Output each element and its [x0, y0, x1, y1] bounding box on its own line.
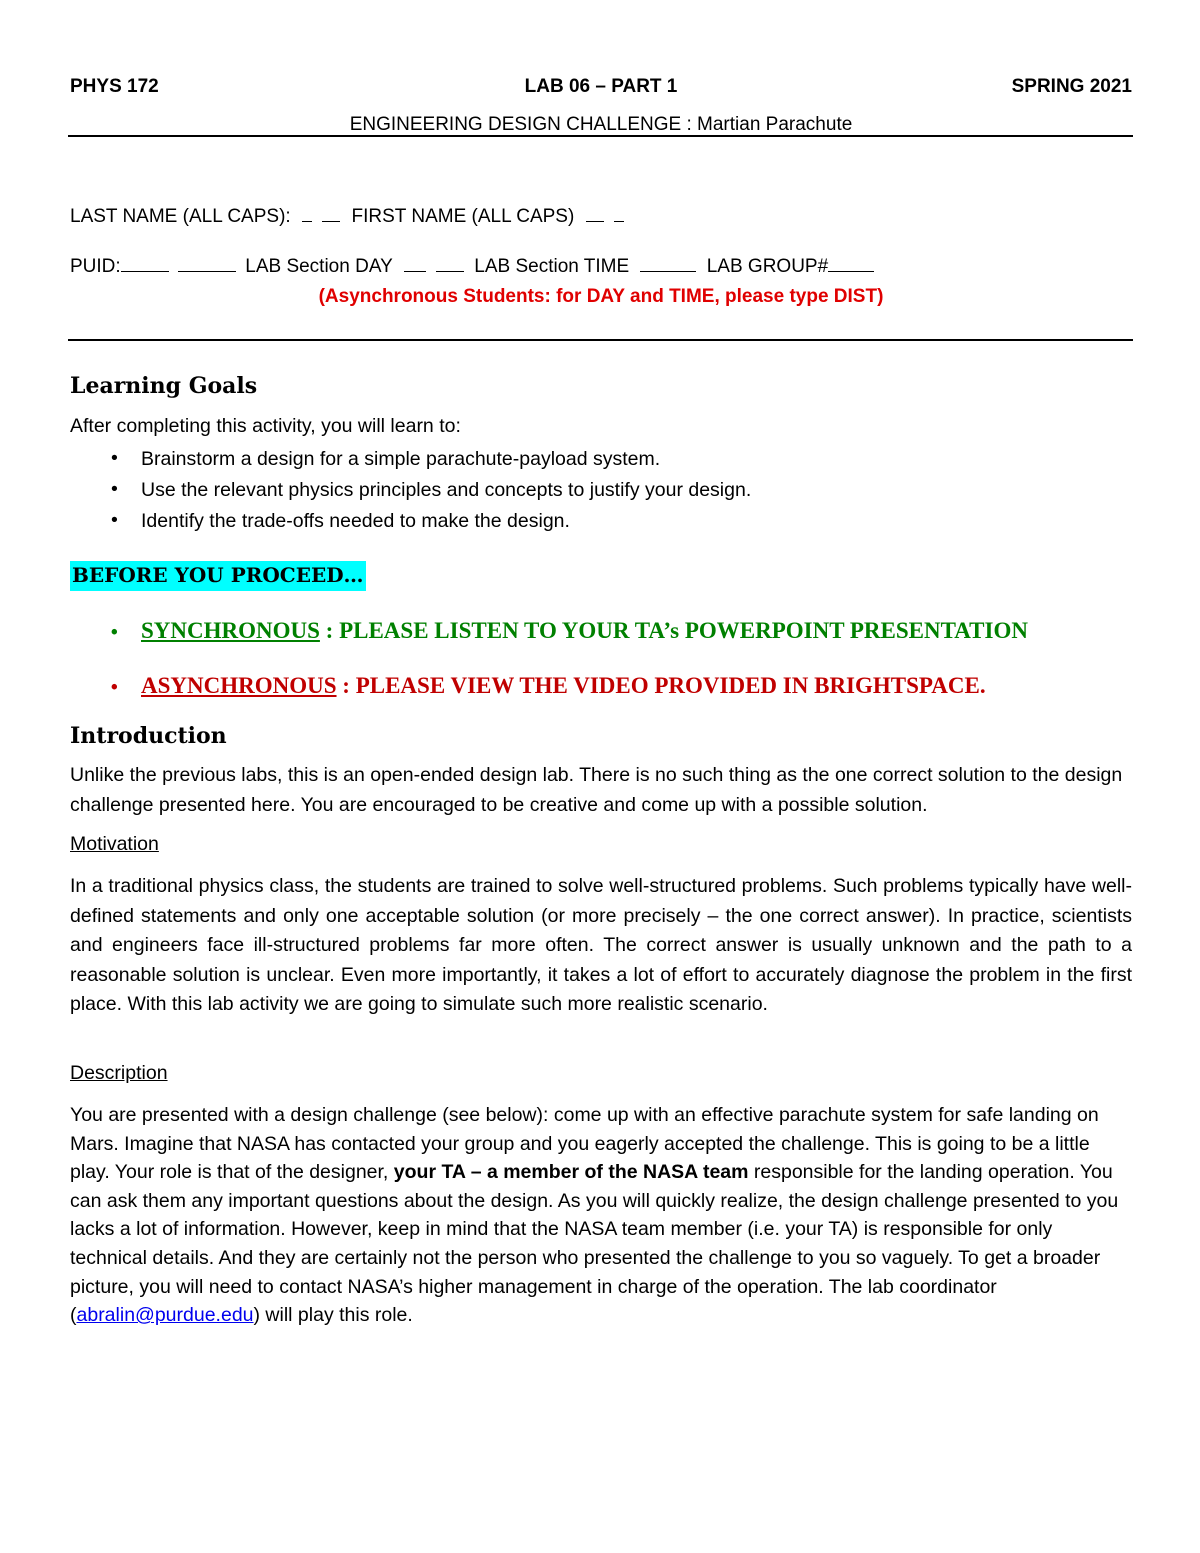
motivation-heading: Motivation — [70, 833, 159, 855]
section-time-label: LAB Section TIME — [474, 256, 630, 277]
before-you-proceed-banner: BEFORE YOU PROCEED… — [70, 561, 366, 591]
puid-label: PUID: — [70, 256, 121, 277]
first-name-label: FIRST NAME (ALL CAPS) — [351, 206, 575, 227]
page-header — [70, 76, 1132, 100]
bullet-icon: • — [111, 622, 118, 643]
introduction-heading: Introduction — [70, 723, 227, 749]
description-text-b: responsible for the landing operation. You can ask them any important questions about the design. As you will quickly realize, the design challenge presented to you lacks a lot of information. However, keep in mind that the NASA team member (i.e. your TA) is responsible for only technical details. And they are certainly not the person who presented the challenge to you so vaguely. To get a broader picture, you will need to contact NASA’s higher management in charge of the operation. The lab coordinator ( — [70, 1161, 1119, 1327]
term: SPRING 2021 — [1011, 76, 1132, 97]
description-text-a: You are presented with a design challenge (see below): come up with an effective parachute system for safe landing on Mars. Imagine that NASA has contacted your group and you eagerly accepted the challenge. This is going to be a little play. Your role is that of the designer, — [70, 1104, 1099, 1184]
first-name-field-2[interactable] — [614, 206, 624, 222]
last-name-field[interactable] — [302, 206, 312, 222]
async-note: (Asynchronous Students: for DAY and TIME, please type DIST) — [318, 286, 884, 307]
motivation-text: In a traditional physics class, the students are trained to solve well-structured problems. Such problems typically have well-defined statements and only one acceptable solution (or more precisely – the one correct answer). In practice, scientists and engineers face ill-structured problems far more often. The correct answer is usually unknown and the path to a reasonable solution is unclear. Even more importantly, it takes a lot of effort to accurately diagnose the problem in the first place. With this lab activity we are going to simulate such more realistic scenario. — [70, 875, 1132, 1015]
lab-title: LAB 06 – PART 1 — [524, 76, 678, 97]
learning-goals-list — [70, 448, 751, 541]
bullet-icon: • — [111, 447, 118, 469]
asynchronous-label: ASYNCHRONOUS — [141, 673, 337, 698]
description-text-c: ) will play this role. — [253, 1304, 413, 1327]
puid-field-2[interactable] — [178, 256, 236, 272]
synchronous-text: : PLEASE LISTEN TO YOUR TA’s POWERPOINT PRESENTATION — [319, 618, 1028, 643]
list-item-text: Use the relevant physics principles and concepts to justify your design. — [141, 479, 752, 501]
asynchronous-text: : PLEASE VIEW THE VIDEO PROVIDED IN BRIGHTSPACE. — [336, 673, 986, 698]
description-heading: Description — [70, 1062, 168, 1084]
synchronous-instruction — [70, 618, 1028, 644]
document-subtitle: ENGINEERING DESIGN CHALLENGE : Martian Parachute — [349, 114, 853, 135]
section-day-field[interactable] — [404, 256, 426, 272]
section-day-field-2[interactable] — [436, 256, 464, 272]
list-item — [70, 479, 751, 510]
bullet-icon: • — [111, 478, 118, 500]
list-item — [70, 510, 751, 541]
section-time-field[interactable] — [640, 256, 696, 272]
bullet-icon: • — [111, 509, 118, 531]
section-day-label: LAB Section DAY — [245, 256, 393, 277]
lab-group-field[interactable] — [828, 256, 874, 272]
list-item-text: Brainstorm a design for a simple parachute-payload system. — [141, 448, 661, 470]
puid-field[interactable] — [121, 256, 169, 272]
section-line — [70, 256, 874, 278]
ta-role-emphasis: your TA – a member of the NASA team — [393, 1161, 749, 1184]
last-name-label: LAST NAME (ALL CAPS): — [70, 206, 291, 227]
name-line — [70, 206, 624, 228]
lab-group-label: LAB GROUP# — [706, 256, 829, 277]
coordinator-email-link[interactable]: abralin@purdue.edu — [76, 1304, 254, 1327]
learning-goals-heading: Learning Goals — [70, 373, 258, 399]
bullet-icon: • — [111, 677, 118, 698]
form-rule — [68, 339, 1133, 341]
introduction-text: Unlike the previous labs, this is an open-ended design lab. There is no such thing as the one correct solution to the design challenge presented here. You are encouraged to be creative and come up with a possible solution. — [70, 764, 1123, 816]
last-name-field-2[interactable] — [322, 206, 340, 222]
asynchronous-instruction — [70, 673, 986, 699]
list-item — [70, 448, 751, 479]
course-code: PHYS 172 — [70, 76, 159, 97]
list-item-text: Identify the trade-offs needed to make the design. — [141, 510, 570, 532]
first-name-field[interactable] — [586, 206, 604, 222]
synchronous-label: SYNCHRONOUS — [141, 618, 320, 643]
learning-goals-intro: After completing this activity, you will learn to: — [70, 415, 461, 437]
header-rule — [68, 135, 1133, 137]
description-text — [70, 1101, 1132, 1330]
